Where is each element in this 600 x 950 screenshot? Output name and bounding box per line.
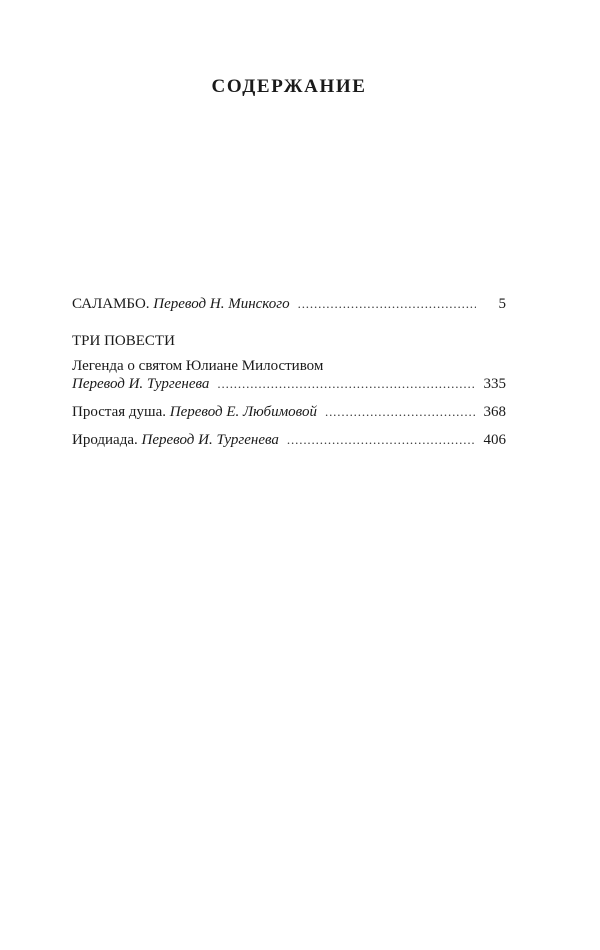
entry-translator: Перевод Е. Любимовой (169, 404, 317, 420)
toc-entry-text (72, 376, 209, 393)
entry-title: САЛАМБО. (72, 296, 150, 312)
entry-title: Простая душа. (72, 404, 166, 420)
toc-entry-herodias[interactable] (72, 432, 506, 452)
toc-entry-text (72, 404, 317, 421)
entry-translator: Перевод Н. Минского (153, 296, 290, 312)
toc-entry-text (72, 432, 279, 449)
page-number: 406 (483, 432, 506, 448)
toc-entry-legend-title: Легенда о святом Юлиане Милостивом (72, 358, 324, 374)
toc-entry-legend[interactable] (72, 376, 506, 396)
page-number: 368 (483, 404, 506, 420)
toc-entry-text (72, 296, 290, 313)
entry-translator: Перевод И. Тургенева (141, 432, 279, 448)
entry-title: Иродиада. (72, 432, 138, 448)
toc-entry-salambo[interactable] (72, 296, 506, 316)
section-heading: ТРИ ПОВЕСТИ (72, 333, 175, 349)
page-number: 335 (483, 376, 506, 392)
dot-leader (325, 404, 476, 420)
dot-leader (217, 376, 476, 392)
dot-leader (298, 296, 476, 312)
toc-entry-simple-heart[interactable] (72, 404, 506, 424)
page-title: СОДЕРЖАНИЕ (211, 76, 367, 97)
page-number: 5 (498, 296, 506, 312)
dot-leader (287, 432, 476, 448)
entry-translator: Перевод И. Тургенева (72, 376, 210, 392)
